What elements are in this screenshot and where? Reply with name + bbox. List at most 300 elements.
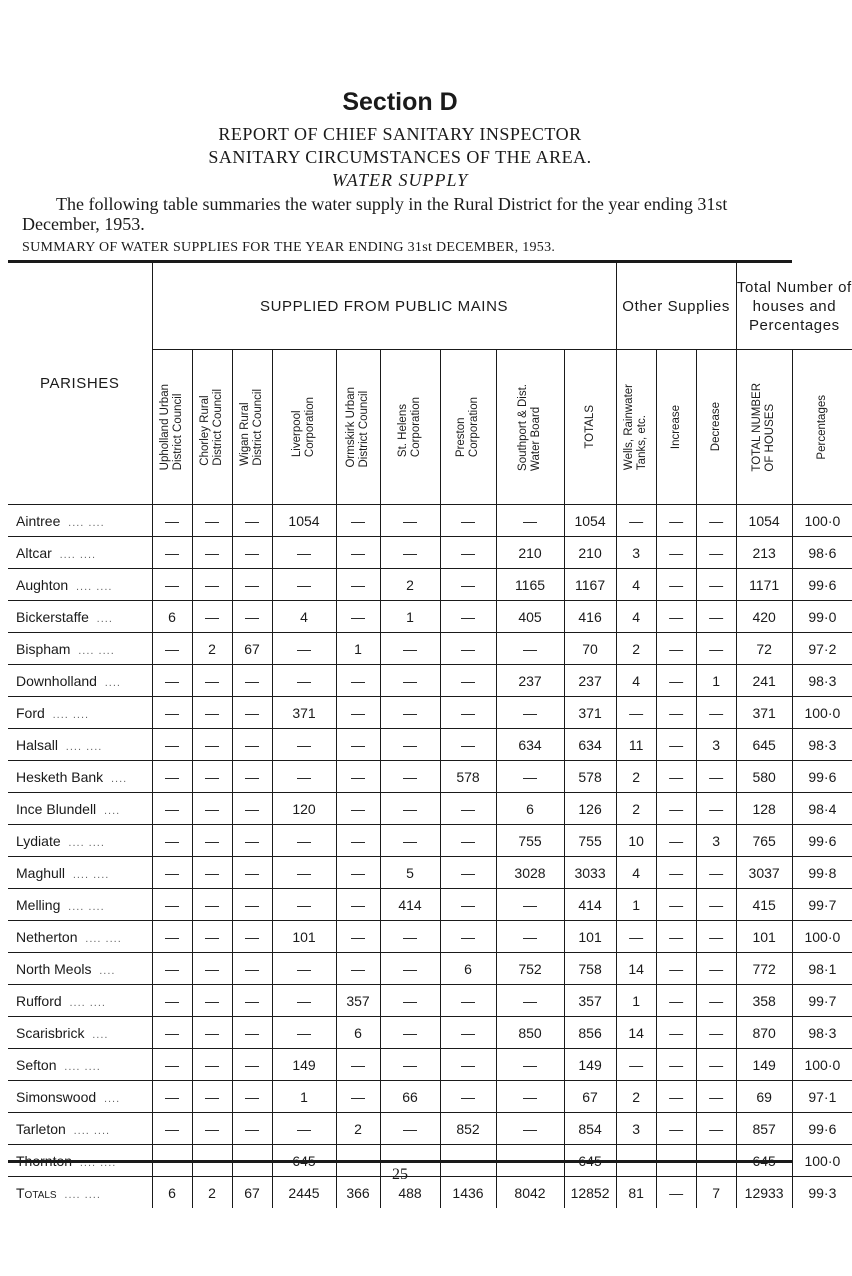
table-cell: — — [696, 985, 736, 1017]
parish-name: Hesketh Bank — [16, 768, 104, 785]
table-cell: 14 — [616, 1017, 656, 1049]
table-cell: — — [656, 537, 696, 569]
table-cell: 72 — [736, 633, 792, 665]
table-cell: — — [232, 793, 272, 825]
table-cell: 128 — [736, 793, 792, 825]
table-cell: — — [272, 1017, 336, 1049]
table-row — [8, 985, 852, 1017]
table-cell: — — [336, 537, 380, 569]
leader-dots: .... .... — [69, 996, 106, 1009]
table-cell: — — [192, 569, 232, 601]
table-cell: — — [440, 729, 496, 761]
table-cell: — — [696, 1017, 736, 1049]
table-cell: 755 — [564, 825, 616, 857]
table-cell: — — [232, 1113, 272, 1145]
table-cell: — — [380, 633, 440, 665]
table-cell: 67 — [232, 1177, 272, 1209]
table-cell: — — [152, 665, 192, 697]
parish-name-cell — [8, 825, 152, 857]
table-cell: 1 — [616, 985, 656, 1017]
parish-name: Totals — [16, 1184, 57, 1201]
leader-dots: .... — [96, 612, 113, 625]
table-cell: 100·0 — [792, 1145, 852, 1177]
table-cell: 99·7 — [792, 889, 852, 921]
table-cell: — — [656, 825, 696, 857]
table-cell: — — [616, 1049, 656, 1081]
table-cell: 237 — [496, 665, 564, 697]
table-cell: 99·6 — [792, 569, 852, 601]
table-cell: — — [232, 1017, 272, 1049]
table-cell: — — [616, 505, 656, 537]
table-caption: SUMMARY OF WATER SUPPLIES FOR THE YEAR ENDING 31st DECEMBER, 1953. — [22, 240, 556, 255]
table-cell: — — [192, 1017, 232, 1049]
table-cell: — — [496, 889, 564, 921]
table-cell: — — [336, 857, 380, 889]
table-cell: — — [192, 921, 232, 953]
parish-name-cell — [8, 1049, 152, 1081]
table-cell: 6 — [152, 1177, 192, 1209]
table-cell: — — [380, 537, 440, 569]
report-title: REPORT OF CHIEF SANITARY INSPECTOR — [218, 124, 582, 144]
parish-name: Lydiate — [16, 832, 61, 849]
table-cell: 1167 — [564, 569, 616, 601]
table-cell: 2 — [616, 633, 656, 665]
table-cell: — — [440, 665, 496, 697]
table-cell: 415 — [736, 889, 792, 921]
table-cell: 99·8 — [792, 857, 852, 889]
table-cell: — — [232, 761, 272, 793]
table-row — [8, 697, 852, 729]
table-cell: — — [232, 729, 272, 761]
table-cell: — — [696, 537, 736, 569]
table-row — [8, 633, 852, 665]
parish-name: Bickerstaffe — [16, 608, 89, 625]
parish-name: Melling — [16, 896, 61, 913]
table-cell: — — [496, 697, 564, 729]
column-header — [496, 350, 564, 505]
table-cell: 488 — [380, 1177, 440, 1209]
topic-heading: WATER SUPPLY — [331, 170, 469, 190]
table-cell: — — [152, 569, 192, 601]
table-cell: — — [696, 953, 736, 985]
parish-name: Simonswood — [16, 1088, 97, 1105]
parish-name: Rufford — [16, 992, 62, 1009]
column-header — [616, 350, 656, 505]
table-cell: 1 — [272, 1081, 336, 1113]
table-cell: — — [440, 1017, 496, 1049]
parish-name: Scarisbrick — [16, 1024, 85, 1041]
table-cell: 2 — [192, 1177, 232, 1209]
column-header — [152, 350, 192, 505]
table-row — [8, 793, 852, 825]
table-cell: 414 — [380, 889, 440, 921]
table-cell: 371 — [564, 697, 616, 729]
table-cell: 98·6 — [792, 537, 852, 569]
table-cell: — — [272, 569, 336, 601]
table-cell: 371 — [736, 697, 792, 729]
table-cell: 366 — [336, 1177, 380, 1209]
table-cell: — — [380, 793, 440, 825]
table-cell: — — [696, 857, 736, 889]
table-cell: 69 — [736, 1081, 792, 1113]
column-header — [696, 350, 736, 505]
table-cell: — — [380, 665, 440, 697]
table-cell: 66 — [380, 1081, 440, 1113]
column-header-label: Upholland Urban District Council — [159, 383, 184, 471]
table-cell: — — [696, 889, 736, 921]
table-cell: — — [380, 825, 440, 857]
table-cell: 772 — [736, 953, 792, 985]
table-cell: — — [696, 1081, 736, 1113]
table-cell: 758 — [564, 953, 616, 985]
table-cell: — — [336, 697, 380, 729]
leader-dots: .... .... — [78, 644, 115, 657]
table-cell: — — [696, 601, 736, 633]
table-cell: — — [440, 1081, 496, 1113]
parish-name-cell — [8, 985, 152, 1017]
table-cell: 1 — [336, 633, 380, 665]
table-cell: 3 — [696, 825, 736, 857]
table-cell: — — [152, 793, 192, 825]
parish-name-cell — [8, 729, 152, 761]
table-cell: — — [496, 505, 564, 537]
table-row — [8, 729, 852, 761]
table-cell: — — [152, 825, 192, 857]
table-cell: 1171 — [736, 569, 792, 601]
table-cell: — — [656, 889, 696, 921]
table-cell: 1165 — [496, 569, 564, 601]
table-cell: — — [232, 537, 272, 569]
column-header — [736, 350, 792, 505]
table-cell: 645 — [736, 729, 792, 761]
column-header-label: St. Helens Corporation — [397, 396, 422, 458]
table-cell: — — [656, 921, 696, 953]
table-cell: — — [232, 569, 272, 601]
leader-dots: .... .... — [68, 836, 105, 849]
table-cell: 2 — [380, 569, 440, 601]
table-cell: 1 — [380, 601, 440, 633]
column-header — [192, 350, 232, 505]
leader-dots: .... .... — [75, 580, 113, 593]
table-row — [8, 889, 852, 921]
table-cell: — — [232, 1049, 272, 1081]
column-header-label: Liverpool Corporation — [291, 396, 316, 458]
table-cell: — — [272, 857, 336, 889]
table-cell: — — [192, 793, 232, 825]
table-cell: — — [336, 761, 380, 793]
table-cell: — — [656, 985, 696, 1017]
table-cell: — — [152, 889, 192, 921]
table-cell: 755 — [496, 825, 564, 857]
table-cell: 213 — [736, 537, 792, 569]
table-cell: — — [192, 953, 232, 985]
table-row — [8, 1113, 852, 1145]
table-cell: — — [336, 825, 380, 857]
table-cell: 4 — [616, 601, 656, 633]
table-cell: — — [192, 1049, 232, 1081]
table-cell: 99·6 — [792, 1113, 852, 1145]
table-cell: 12933 — [736, 1177, 792, 1209]
table-cell: 634 — [564, 729, 616, 761]
intro-paragraph: The following table summaries the water supply in the Rural District for the year ending 31st December, 1953. — [22, 194, 728, 234]
report-subtitle: SANITARY CIRCUMSTANCES OF THE AREA. — [208, 147, 592, 167]
public-mains-group-header: SUPPLIED FROM PUBLIC MAINS — [152, 263, 616, 350]
leader-dots: .... .... — [85, 932, 122, 945]
parish-name: Aughton — [16, 576, 69, 593]
table-cell: — — [152, 921, 192, 953]
table-cell: 101 — [736, 921, 792, 953]
table-cell: 2 — [616, 1081, 656, 1113]
table-cell: 2 — [336, 1113, 380, 1145]
table-cell: 2 — [192, 633, 232, 665]
table-cell: 12852 — [564, 1177, 616, 1209]
table-cell: 416 — [564, 601, 616, 633]
column-header-label: Preston Corporation — [455, 396, 480, 458]
column-header-label: Chorley Rural District Council — [199, 388, 224, 466]
table-cell: 98·4 — [792, 793, 852, 825]
table-cell: 120 — [272, 793, 336, 825]
table-cell: — — [336, 729, 380, 761]
table-cell: — — [232, 953, 272, 985]
parish-name: Halsall — [16, 736, 59, 753]
column-header-label: Wigan Rural District Council — [239, 388, 264, 466]
parish-name-cell — [8, 1017, 152, 1049]
table-cell: — — [152, 537, 192, 569]
table-cell: 6 — [496, 793, 564, 825]
column-header — [792, 350, 852, 505]
column-header-label: Wells, Rainwater Tanks, etc. — [623, 383, 649, 471]
table-row — [8, 1081, 852, 1113]
table-cell: — — [152, 697, 192, 729]
table-cell: — — [232, 857, 272, 889]
parish-name-cell — [8, 857, 152, 889]
leader-dots: .... — [99, 964, 116, 977]
table-cell: — — [496, 1049, 564, 1081]
parish-name: Tarleton — [16, 1120, 66, 1137]
parish-name-cell — [8, 665, 152, 697]
table-cell: — — [656, 697, 696, 729]
table-cell: — — [152, 1081, 192, 1113]
parish-name-cell — [8, 633, 152, 665]
table-cell: — — [192, 1081, 232, 1113]
parish-name: Aintree — [16, 512, 61, 529]
table-cell: — — [440, 601, 496, 633]
table-cell: 1054 — [736, 505, 792, 537]
table-cell: 210 — [496, 537, 564, 569]
table-cell: 3 — [616, 1113, 656, 1145]
table-cell: 1 — [696, 665, 736, 697]
leader-dots: .... .... — [52, 708, 90, 721]
table-cell: 100·0 — [792, 697, 852, 729]
table-cell: — — [656, 729, 696, 761]
table-cell: — — [152, 505, 192, 537]
table-cell: — — [656, 633, 696, 665]
column-header-label: Ormskirk Urban District Council — [345, 386, 370, 468]
bottom-rule — [8, 1160, 792, 1163]
table-cell: — — [380, 953, 440, 985]
table-cell: 854 — [564, 1113, 616, 1145]
table-cell: 6 — [152, 601, 192, 633]
table-cell: — — [656, 793, 696, 825]
table-cell: — — [656, 601, 696, 633]
table-cell: 149 — [736, 1049, 792, 1081]
table-cell: 67 — [564, 1081, 616, 1113]
table-cell: — — [336, 889, 380, 921]
column-header-label: Southport & Dist. Water Board — [517, 383, 542, 471]
table-cell: — — [440, 697, 496, 729]
table-row — [8, 537, 852, 569]
table-cell: 100·0 — [792, 1049, 852, 1081]
table-cell: — — [232, 1081, 272, 1113]
leader-dots: .... .... — [73, 1124, 111, 1137]
leader-dots: .... — [110, 772, 128, 785]
table-cell: — — [232, 697, 272, 729]
parish-name-cell — [8, 953, 152, 985]
table-cell: — — [656, 857, 696, 889]
table-cell: — — [656, 505, 696, 537]
table-cell: — — [272, 825, 336, 857]
table-cell: — — [440, 569, 496, 601]
table-cell: 4 — [616, 857, 656, 889]
table-cell: — — [192, 537, 232, 569]
leader-dots: .... .... — [64, 1188, 101, 1201]
table-row — [8, 857, 852, 889]
table-cell: — — [440, 857, 496, 889]
table-cell: — — [192, 729, 232, 761]
leader-dots: .... — [103, 1092, 121, 1105]
table-cell: — — [380, 921, 440, 953]
leader-dots: .... — [92, 1028, 109, 1041]
table-cell: — — [272, 633, 336, 665]
table-cell: — — [440, 921, 496, 953]
table-cell: — — [232, 889, 272, 921]
table-cell: 11 — [616, 729, 656, 761]
table-cell: — — [336, 569, 380, 601]
table-cell: — — [496, 1081, 564, 1113]
table-row — [8, 825, 852, 857]
table-cell: — — [336, 953, 380, 985]
leader-dots: .... .... — [72, 868, 110, 881]
table-cell: — — [696, 761, 736, 793]
table-cell: — — [192, 697, 232, 729]
column-header — [656, 350, 696, 505]
parish-name: Sefton — [16, 1056, 57, 1073]
table-cell: — — [152, 1017, 192, 1049]
table-cell: 7 — [696, 1177, 736, 1209]
table-cell: — — [232, 505, 272, 537]
table-cell: — — [696, 921, 736, 953]
table-cell: 357 — [564, 985, 616, 1017]
column-header-label: TOTAL NUMBER OF HOUSES — [751, 382, 777, 472]
table-cell: — — [152, 1113, 192, 1145]
table-cell: — — [272, 953, 336, 985]
parish-name-cell — [8, 1081, 152, 1113]
leader-dots: .... — [103, 804, 121, 817]
leader-dots: .... .... — [68, 900, 105, 913]
table-cell: 97·1 — [792, 1081, 852, 1113]
table-cell: — — [152, 985, 192, 1017]
table-cell: 101 — [272, 921, 336, 953]
table-cell: 371 — [272, 697, 336, 729]
table-cell: — — [656, 1177, 696, 1209]
leader-dots: .... .... — [59, 548, 97, 561]
parish-name: Ford — [16, 704, 45, 721]
column-header — [380, 350, 440, 505]
parishes-header: PARISHES — [39, 375, 120, 392]
table-cell: 765 — [736, 825, 792, 857]
table-cell: — — [192, 825, 232, 857]
table-cell: — — [232, 601, 272, 633]
table-cell: 578 — [440, 761, 496, 793]
table-cell: — — [380, 1049, 440, 1081]
table-cell: 752 — [496, 953, 564, 985]
parish-name-cell — [8, 697, 152, 729]
table-cell: — — [440, 825, 496, 857]
table-cell: 237 — [564, 665, 616, 697]
table-cell: — — [440, 889, 496, 921]
table-cell: 100·0 — [792, 921, 852, 953]
table-cell: 358 — [736, 985, 792, 1017]
table-cell: 99·3 — [792, 1177, 852, 1209]
table-cell: 81 — [616, 1177, 656, 1209]
table-cell: 10 — [616, 825, 656, 857]
table-cell: — — [616, 921, 656, 953]
table-cell: 3 — [616, 537, 656, 569]
table-cell: — — [656, 953, 696, 985]
table-cell: 6 — [440, 953, 496, 985]
table-cell: — — [440, 793, 496, 825]
table-cell: 97·2 — [792, 633, 852, 665]
table-cell: — — [696, 1113, 736, 1145]
section-heading: Section D — [342, 88, 458, 116]
table-cell: — — [656, 1049, 696, 1081]
other-supplies-group-header: Other Supplies — [616, 263, 736, 350]
table-cell: — — [272, 761, 336, 793]
table-cell: 14 — [616, 953, 656, 985]
table-cell: — — [152, 953, 192, 985]
table-cell: — — [336, 601, 380, 633]
table-cell: — — [192, 985, 232, 1017]
table-cell: — — [496, 921, 564, 953]
table-cell: 101 — [564, 921, 616, 953]
table-cell: 1436 — [440, 1177, 496, 1209]
table-cell: 99·6 — [792, 761, 852, 793]
table-cell: 852 — [440, 1113, 496, 1145]
table-cell: 357 — [336, 985, 380, 1017]
parish-name-cell — [8, 537, 152, 569]
table-cell: — — [380, 1017, 440, 1049]
table-cell: 98·3 — [792, 1017, 852, 1049]
table-row — [8, 665, 852, 697]
table-cell: 6 — [336, 1017, 380, 1049]
total-group-header: Total Number of houses and Percentages — [736, 263, 852, 350]
table-cell: 405 — [496, 601, 564, 633]
parish-name: North Meols — [16, 960, 92, 977]
table-cell: — — [336, 1081, 380, 1113]
table-row — [8, 1017, 852, 1049]
table-cell: 857 — [736, 1113, 792, 1145]
table-cell: 99·6 — [792, 825, 852, 857]
table-cell: — — [192, 889, 232, 921]
table-cell: — — [152, 1049, 192, 1081]
table-cell: — — [272, 1113, 336, 1145]
table-cell: 414 — [564, 889, 616, 921]
parish-name: Bispham — [16, 640, 71, 657]
column-header-label: TOTALS — [583, 405, 596, 449]
table-cell: 210 — [564, 537, 616, 569]
parish-name: Maghull — [16, 864, 66, 881]
table-cell: — — [232, 985, 272, 1017]
